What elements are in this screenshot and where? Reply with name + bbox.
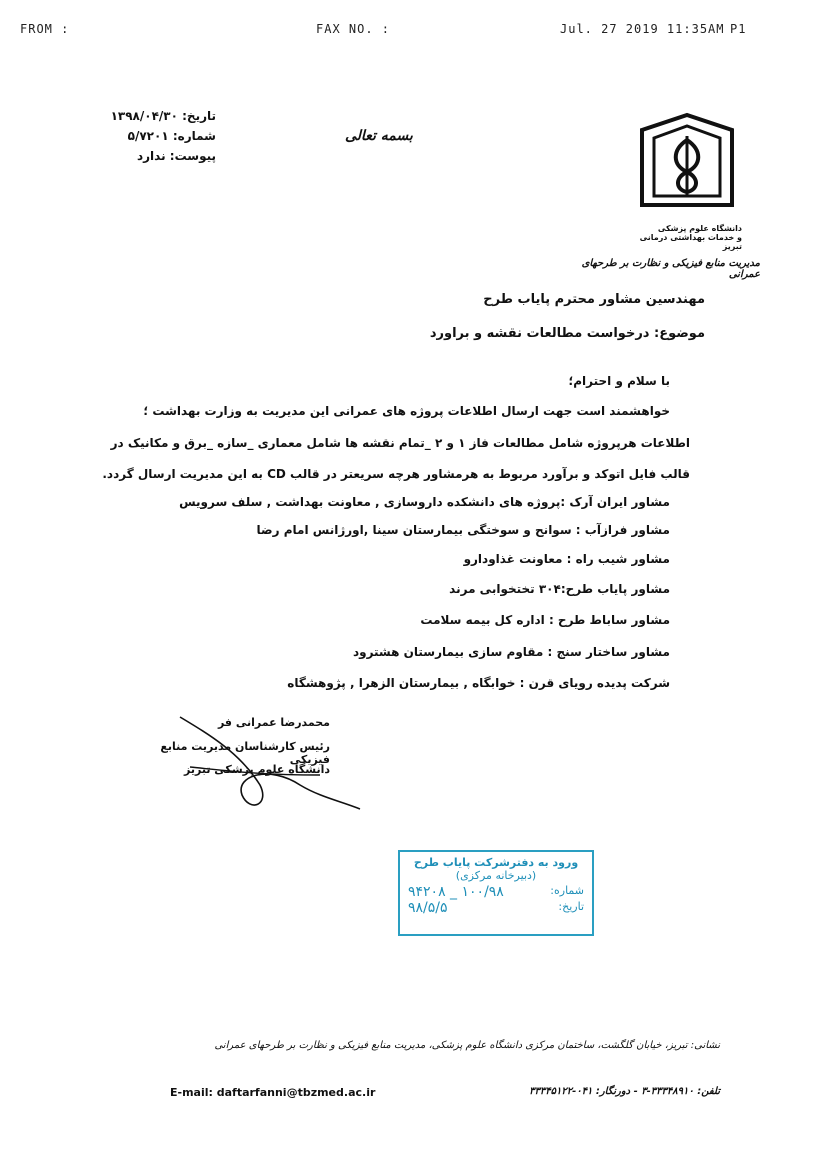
salutation: با سلام و احترام؛: [568, 374, 670, 388]
consultant-item: مشاور ساختار سنج : مقاوم سازی بیمارستان هشترود: [352, 645, 670, 659]
signer-org: دانشگاه علوم پزشکی تبریز: [184, 763, 330, 776]
consultant-item: مشاور ایران آرک :پروژه های دانشکده داروسازی , معاونت بهداشت , سلف سرویس: [179, 495, 670, 509]
footer-address: نشانی: تبریز، خیابان گلگشت، ساختمان مرکزی دانشگاه علوم پزشکی، مدیریت منابع فیزیکی و نظارت بر طرحهای عمرانی: [214, 1040, 720, 1051]
fax-page: P1: [730, 22, 747, 36]
fax-from-label: FROM :: [20, 22, 70, 36]
consultant-item: مشاور ساباط طرح : اداره کل بیمه سلامت: [420, 613, 670, 627]
logo-text-1: دانشگاه علوم پزشکی: [657, 224, 742, 233]
logo-emblem-icon: [632, 110, 742, 220]
signer-name: محمدرضا عمرانی فر: [217, 716, 330, 729]
stamp-date-row: تاریخ: ۹۸/۵/۵: [408, 900, 584, 916]
stamp-title: ورود به دفترشرکت پایاب طرح: [413, 856, 579, 869]
footer-phone: تلفن: ۳۳۳۴۸۹۱۰-۳ - دورنگار: ۰۴۱-۳۳۳۴۵۱۲۲: [529, 1086, 720, 1097]
number-row: شماره: ۵/۷۲۰۱: [127, 129, 216, 143]
fax-number-label: FAX NO. :: [316, 22, 391, 36]
fax-datetime: Jul. 27 2019 11:35AM: [560, 22, 725, 36]
consultant-item: شرکت پدیده رویای قرن : خوابگاه , بیمارستان الزهرا , پژوهشگاه: [287, 676, 670, 690]
paragraph-line: خواهشمند است جهت ارسال اطلاعات پروژه های عمرانی این مدیریت به وزارت بهداشت ؛: [143, 404, 670, 418]
letter-meta: [96, 106, 216, 166]
department-title: مدیریت منابع فیزیکی و نظارت بر طرحهای عمرانی: [581, 258, 760, 280]
entry-stamp: [398, 850, 594, 936]
consultant-item: مشاور پایاب طرح:۳۰۴ تختخوابی مرند: [449, 582, 670, 596]
consultant-item: مشاور شیب راه : معاونت غذاودارو: [463, 552, 670, 566]
handwritten-signature: [150, 705, 370, 815]
paragraph-line: قالب فایل اتوکد و برآورد مربوط به هرمشاور هرچه سریعتر در قالب CD به این مدیریت ارسال گردد.: [102, 467, 690, 481]
logo-text-2: و خدمات بهداشتی درمانی تبریز: [639, 233, 742, 251]
invocation: بسمه تعالی: [345, 128, 413, 144]
stamp-subtitle: (دبیرخانه مرکزی): [455, 869, 537, 882]
university-logo: [632, 110, 742, 251]
recipient: مهندسین مشاور محترم پایاب طرح: [483, 292, 705, 307]
subject: موضوع: درخواست مطالعات نقشه و براورد: [429, 326, 705, 341]
consultant-item: مشاور فرازآب : سوانح و سوختگی بیمارستان سینا ,اورژانس امام رضا: [256, 523, 670, 537]
footer-email: E-mail: daftarfanni@tbzmed.ac.ir: [170, 1086, 376, 1099]
stamp-number-row: شماره: ۱۰۰/۹۸ _ ۹۴۲۰۸: [408, 884, 584, 900]
attachment-row: پیوست: ندارد: [136, 149, 216, 163]
paragraph-line: اطلاعات هرپروژه شامل مطالعات فاز ۱ و ۲ _تمام نقشه ها شامل معماری _سازه _برق و مکانیک در: [110, 436, 690, 450]
signer-title: رئیس کارشناسان مدیریت منابع فیزیکی: [160, 740, 330, 766]
date-row: تاریخ: ۱۳۹۸/۰۴/۳۰: [110, 109, 216, 123]
